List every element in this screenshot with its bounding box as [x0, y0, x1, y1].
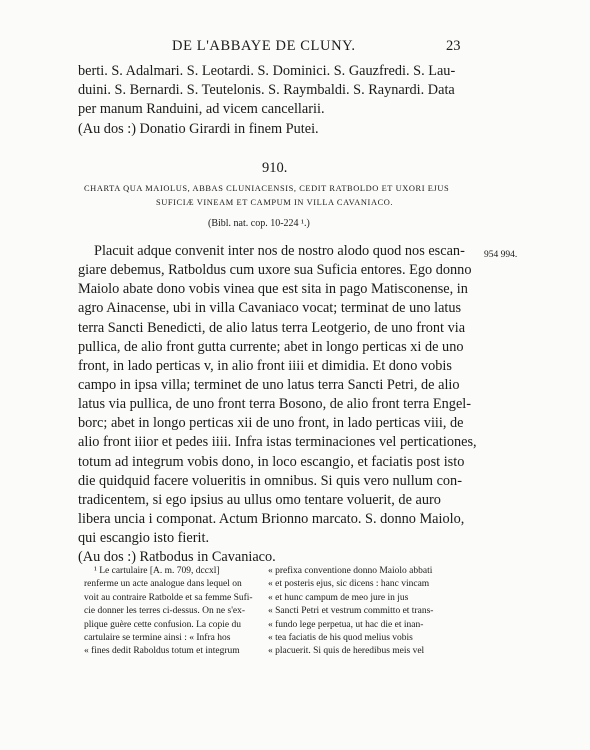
text-line: front, in lado perticas v, in alio front iiii et dimidia. Et dono vobis [78, 357, 452, 374]
charter-source: (Bibl. nat. cop. 10-224 ¹.) [208, 218, 310, 229]
page-number: 23 [446, 38, 461, 54]
running-head: DE L'ABBAYE DE CLUNY. [172, 38, 356, 54]
endorsement-line: (Au dos :) Donatio Girardi in finem Putei. [78, 120, 319, 137]
text-line: alio front iiior et pedes iiii. Infra istas terminaciones vel perticationes, [78, 434, 477, 451]
charter-text [78, 242, 477, 567]
charter-rubric-line: SUFICIÆ VINEAM ET CAMPUM IN VILLA CAVANIACO. [156, 198, 394, 207]
footnote-line: cie donner les terres ci-dessus. On ne s'ex- [84, 606, 246, 617]
text-line: borc; abet in longo perticas xii de uno front, in lado perticas viii, de [78, 415, 464, 432]
text-line: pullica, de alio front gutta currente; abet in longo perticas xi de uno [78, 338, 464, 355]
previous-charter-text [78, 62, 455, 139]
text-line: Placuit adque convenit inter nos de nostro alodo quod nos escan- [94, 243, 465, 259]
text-line: terra Sancti Benedicti, de alio latus terra Leotgerio, de uno front via [78, 319, 466, 336]
text-line: latus via pullica, de uno front terra Bosono, de alio front terra Engel- [78, 396, 472, 413]
text-line: agro Ainacense, ubi in villa Cavaniaco vocat; terminat de uno latus [78, 300, 462, 317]
text-line: berti. S. Adalmari. S. Leotardi. S. Dominici. S. Gauzfredi. S. Lau- [78, 63, 456, 79]
text-line: die quidquid facere volueritis in omnibus. Si quis vero nullum con- [78, 472, 462, 489]
footnote-line: plique guère cette confusion. La copie du [84, 619, 241, 630]
footnote-line: « et hunc campum de meo jure in jus [268, 592, 409, 603]
text-line: totum ad integrum vobis dono, in loco escangio, et faciatis post isto [78, 453, 465, 470]
charter-number: 910. [262, 160, 288, 176]
footnote-line: « et posteris ejus, sic dicens : hanc vincam [268, 579, 430, 590]
text-line: Maiolo abate dono vobis vinea que est sita in pago Matisconense, in [78, 281, 468, 298]
text-line: giare debemus, Ratboldus cum uxore sua Suficia entores. Ego donno [78, 262, 472, 279]
footnote-line: voit au contraire Ratbolde et sa femme Sufi- [84, 592, 253, 603]
endorsement-line: (Au dos :) Ratbodus in Cavaniaco. [78, 549, 276, 566]
footnote-line: « fundo lege perpetua, ut hac die et inan- [268, 619, 424, 630]
text-line: qui escangio isto fierit. [78, 530, 210, 547]
text-line: tradicentem, si ego ipsius au ullus omo tentare voluerit, de auro [78, 491, 441, 508]
footnote-line: ¹ Le cartulaire [A. m. 709, dccxl] [94, 566, 220, 576]
charter-rubric-line: CHARTA QUA MAIOLUS, ABBAS CLUNIACENSIS, CEDIT RATBOLDO ET UXORI EJUS [84, 184, 450, 193]
footnote-line: renferme un acte analogue dans lequel on [84, 579, 242, 590]
footnote-line: « Sancti Petri et vestrum committo et trans- [268, 606, 434, 617]
text-line: duini. S. Bernardi. S. Teutelonis. S. Raymbaldi. S. Raynardi. Data [78, 82, 455, 99]
footnote-left-column [84, 565, 253, 659]
footnote-line: cartulaire se termine ainsi : « Infra hos [84, 632, 231, 643]
footnote-line: « placuerit. Si quis de heredibus meis vel [268, 646, 425, 657]
margin-reference: 954 994. [484, 250, 518, 260]
text-line: libera uncia i componat. Actum Brionno marcato. S. donno Maiolo, [78, 510, 465, 527]
text-line: per manum Randuini, ad vicem cancellarii. [78, 101, 325, 118]
text-line: campo in ipsa villa; terminet de uno latus terra Sancti Petri, de alio [78, 376, 460, 393]
footnote-right-column [268, 565, 433, 659]
footnote-line: « prefixa conventione donno Maiolo abbati [268, 566, 433, 576]
footnote-line: « fines dedit Raboldus totum et integrum [84, 646, 240, 657]
footnote-line: « tea faciatis de his quod melius vobis [268, 632, 413, 643]
